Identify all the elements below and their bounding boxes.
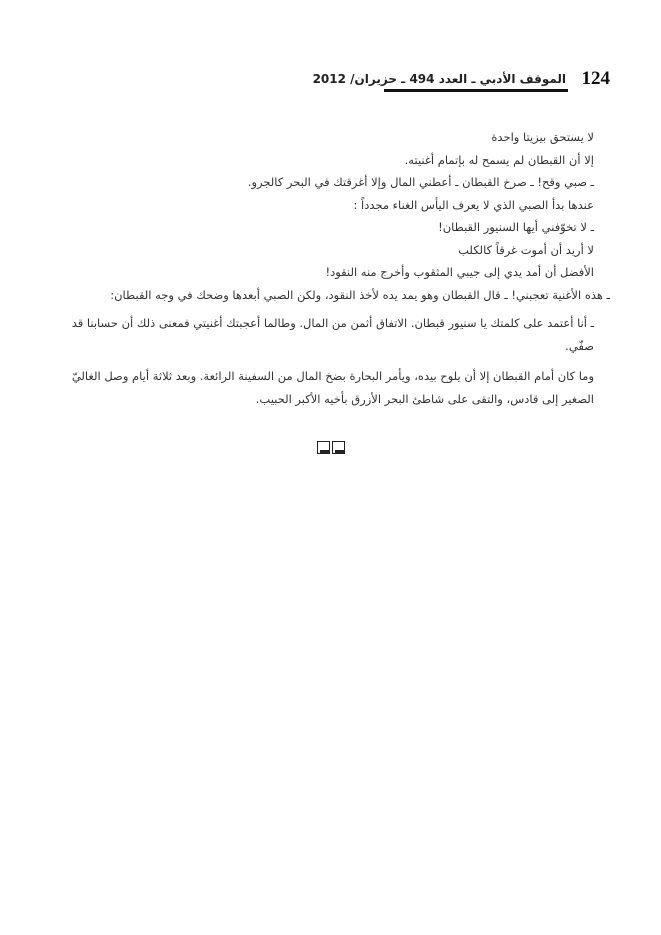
running-head: الموقف الأدبي ـ العدد 494 ـ حزيران/ 2012 bbox=[312, 72, 566, 86]
square-icon bbox=[317, 441, 330, 454]
body-text bbox=[54, 126, 610, 410]
body-paragraph: ـ هذه الأغنية تعجبني! ـ قال القبطان وهو يمد يده لأخذ النقود، ولكن الصبي أبعدها وضحك في وجه القبطان: bbox=[110, 287, 610, 302]
body-line: عندها بدأ الصبي الذي لا يعرف اليأس الغناء مجدداً : bbox=[353, 197, 594, 212]
header-rule bbox=[384, 89, 568, 92]
body-line: ـ صبي وقح! ـ صرخ القبطان ـ أعطني المال وإلا أغرقتك في البحر كالجرو. bbox=[247, 175, 594, 189]
body-line: لا يستحق بيزيتا واحدة bbox=[491, 130, 594, 144]
page-number: 124 bbox=[581, 68, 610, 89]
body-line: ـ لا تخوّفني أيها السنيور القبطان! bbox=[438, 220, 594, 234]
double-square-ornament-icon bbox=[317, 440, 347, 454]
body-line: لا أريد أن أموت غرقاً كالكلب bbox=[458, 242, 594, 257]
body-paragraph: وما كان أمام القبطان إلا أن يلوح بيده، ويأمر البحارة بضخ المال من السفينة الرائعة. وبعد ثلاثة أيام وصل الغاليّ الصغير إلى قادس، والتقى على شاطئ البحر الأزرق بأخيه الأكبر الحبيب. bbox=[71, 369, 594, 406]
body-line: الأفضل أن أمد يدي إلى جيبي المثقوب وأخرج منه النقود! bbox=[325, 265, 594, 279]
body-paragraph: ـ أنا أعتمد على كلمتك يا سنيور قبطان. الاتفاق أثمن من المال. وطالما أعجبتك أغنيتي فمعنى ذلك أن حسابنا قد صفّي. bbox=[71, 316, 594, 353]
page-header bbox=[312, 68, 610, 94]
square-icon bbox=[332, 441, 345, 454]
body-line: إلا أن القبطان لم يسمح له بإتمام أغنيته. bbox=[404, 152, 594, 167]
